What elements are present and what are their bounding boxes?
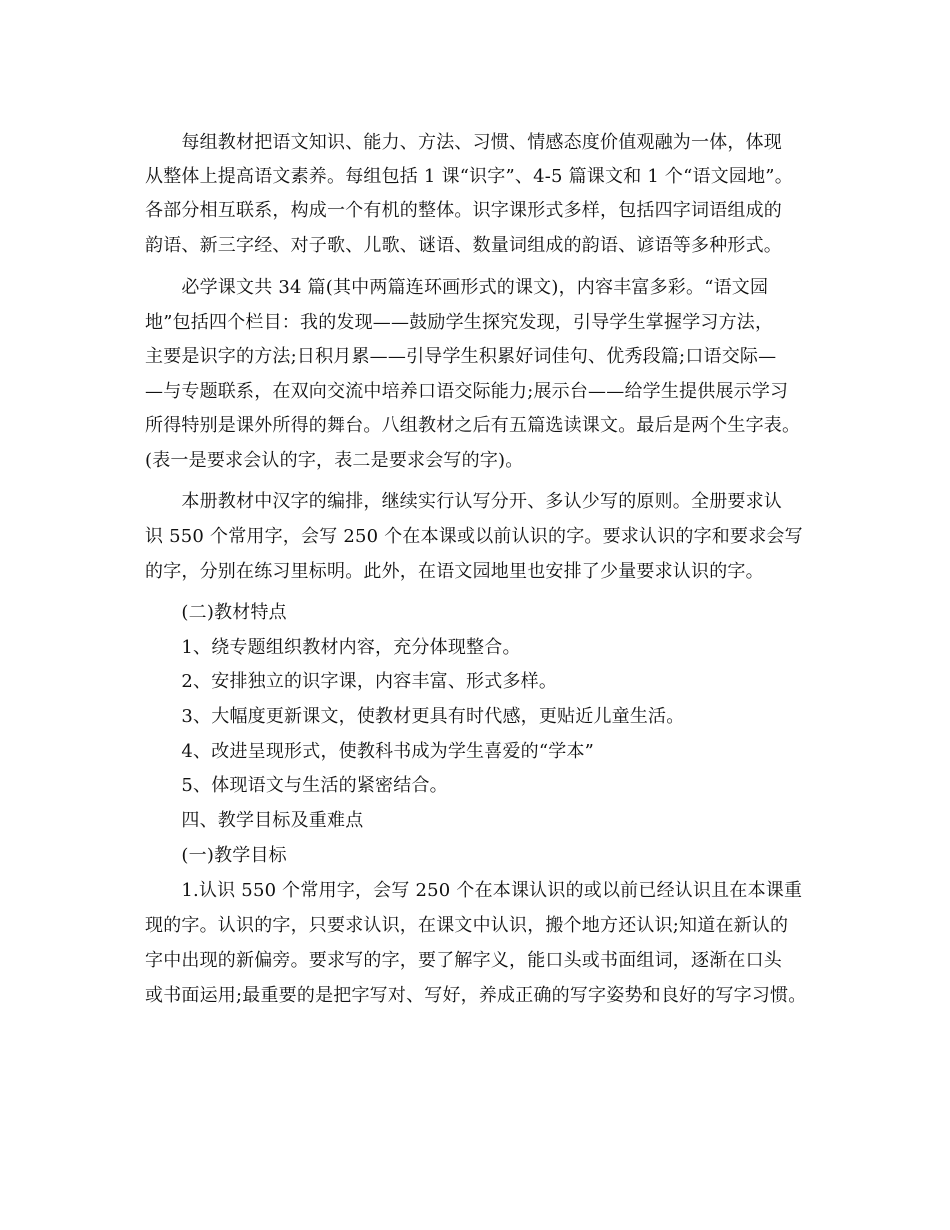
text-line: (表一是要求会认的字，表二是要求会写的字)。 bbox=[145, 450, 524, 471]
text-line: —与专题联系，在双向交流中培养口语交际能力;展示台——给学生提供展示学习 bbox=[145, 381, 789, 402]
text-line: 本册教材中汉字的编排，继续实行认写分开、多认少写的原则。全册要求认 bbox=[145, 491, 782, 512]
text-line: 1.认识 550 个常用字，会写 250 个在本课认识的或以前已经认识且在本课重 bbox=[145, 880, 803, 901]
list-item: 3、大幅度更新课文，使教材更具有时代感，更贴近儿童生活。 bbox=[145, 706, 685, 727]
text-line: 地”包括四个栏目：我的发现——鼓励学生探究发现，引导学生掌握学习方法， bbox=[145, 312, 774, 333]
text-line: 必学课文共 34 篇(其中两篇连环画形式的课文)，内容丰富多彩。“语文园 bbox=[145, 277, 769, 298]
text-line: 各部分相互联系，构成一个有机的整体。识字课形式多样，包括四字词语组成的 bbox=[145, 200, 782, 221]
text-line: 现的字。认识的字，只要求认识，在课文中认识，搬个地方还认识;知道在新认的 bbox=[145, 915, 789, 936]
section-heading: (二)教材特点 bbox=[145, 602, 287, 623]
text-line: 主要是识字的方法;日积月累——引导学生积累好词佳句、优秀段篇;口语交际— bbox=[145, 346, 777, 367]
list-item: 4、改进呈现形式，使教科书成为学生喜爱的“学本” bbox=[145, 741, 595, 762]
text-line: 每组教材把语文知识、能力、方法、习惯、情感态度价值观融为一体，体现 bbox=[145, 132, 782, 153]
list-item: 2、安排独立的识字课，内容丰富、形式多样。 bbox=[145, 671, 558, 692]
section-heading: (一)教学目标 bbox=[145, 845, 287, 866]
list-item: 1、绕专题组织教材内容，充分体现整合。 bbox=[145, 637, 521, 658]
section-heading: 四、教学目标及重难点 bbox=[145, 810, 364, 831]
text-line: 字中出现的新偏旁。要求写的字，要了解字义，能口头或书面组词，逐渐在口头 bbox=[145, 950, 782, 971]
text-line: 的字，分别在练习里标明。此外，在语文园地里也安排了少量要求认识的字。 bbox=[145, 561, 764, 582]
text-line: 从整体上提高语文素养。每组包括 1 课“识字”、4-5 篇课文和 1 个“语文园地”。 bbox=[145, 166, 793, 187]
text-line: 所得特别是课外所得的舞台。八组教材之后有五篇选读课文。最后是两个生字表。 bbox=[145, 415, 801, 436]
text-line: 或书面运用;最重要的是把字写对、写好，养成正确的写字姿势和良好的写字习惯。 bbox=[145, 985, 807, 1006]
text-line: 韵语、新三字经、对子歌、儿歌、谜语、数量词组成的韵语、谚语等多种形式。 bbox=[145, 235, 782, 256]
text-line: 识 550 个常用字，会写 250 个在本课或以前认识的字。要求认识的字和要求会写 bbox=[145, 526, 803, 547]
list-item: 5、体现语文与生活的紧密结合。 bbox=[145, 775, 448, 796]
